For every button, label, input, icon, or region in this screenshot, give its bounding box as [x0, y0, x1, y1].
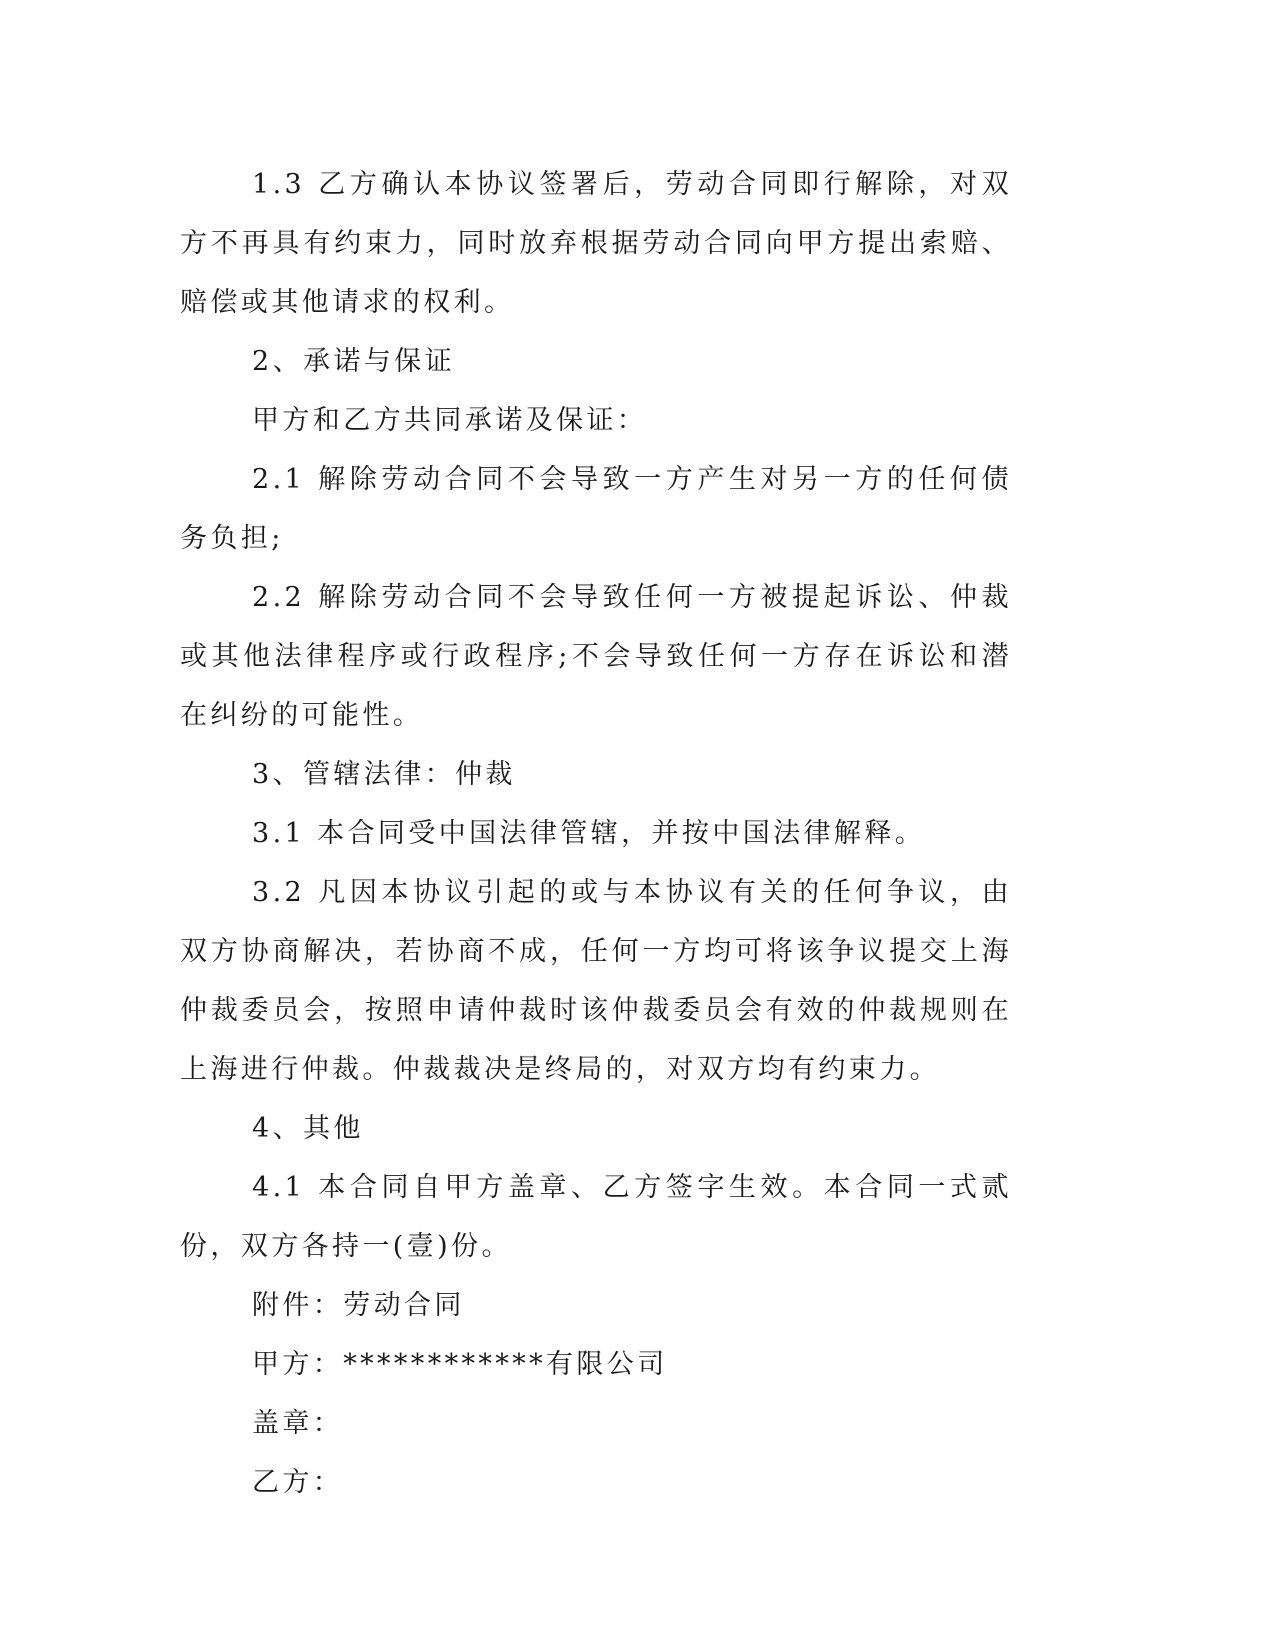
party-b-line: 乙方： [252, 1467, 344, 1498]
clause-2-1: 2.1 解除劳动合同不会导致一方产生对另一方的任何债务负担; [180, 464, 1012, 554]
section-heading-3: 3、管辖法律：仲裁 [252, 759, 516, 790]
clause-3-2: 3.2 凡因本协议引起的或与本协议有关的任何争议，由双方协商解决，若协商不成，任何一方均可将该争议提交上海仲裁委员会，按照申请仲裁时该仲裁委员会有效的仲裁规则在上海进行仲裁。仲裁裁决是终局的，对双方均有约束力。 [180, 877, 1012, 1085]
clause-3-1: 3.1 本合同受中国法律管辖，并按中国法律解释。 [252, 818, 926, 849]
clause-4-1: 4.1 本合同自甲方盖章、乙方签字生效。本合同一式贰份，双方各持一(壹)份。 [180, 1172, 1012, 1262]
clause-2-2: 2.2 解除劳动合同不会导致任何一方被提起诉讼、仲裁或其他法律程序或行政程序;不会导致任何一方存在诉讼和潜在纠纷的可能性。 [180, 582, 1012, 731]
section-heading-2: 2、承诺与保证 [252, 346, 455, 377]
clause-1-3: 1.3 乙方确认本协议签署后，劳动合同即行解除，对双方不再具有约束力，同时放弃根据劳动合同向甲方提出索赔、赔偿或其他请求的权利。 [180, 169, 1012, 318]
section-heading-4: 4、其他 [252, 1113, 364, 1144]
document-body [180, 155, 1012, 1512]
seal-line: 盖章： [252, 1408, 344, 1439]
attachment-line: 附件：劳动合同 [252, 1290, 465, 1321]
party-a-line: 甲方：************有限公司 [252, 1349, 668, 1380]
clause-2-intro: 甲方和乙方共同承诺及保证： [252, 405, 648, 436]
